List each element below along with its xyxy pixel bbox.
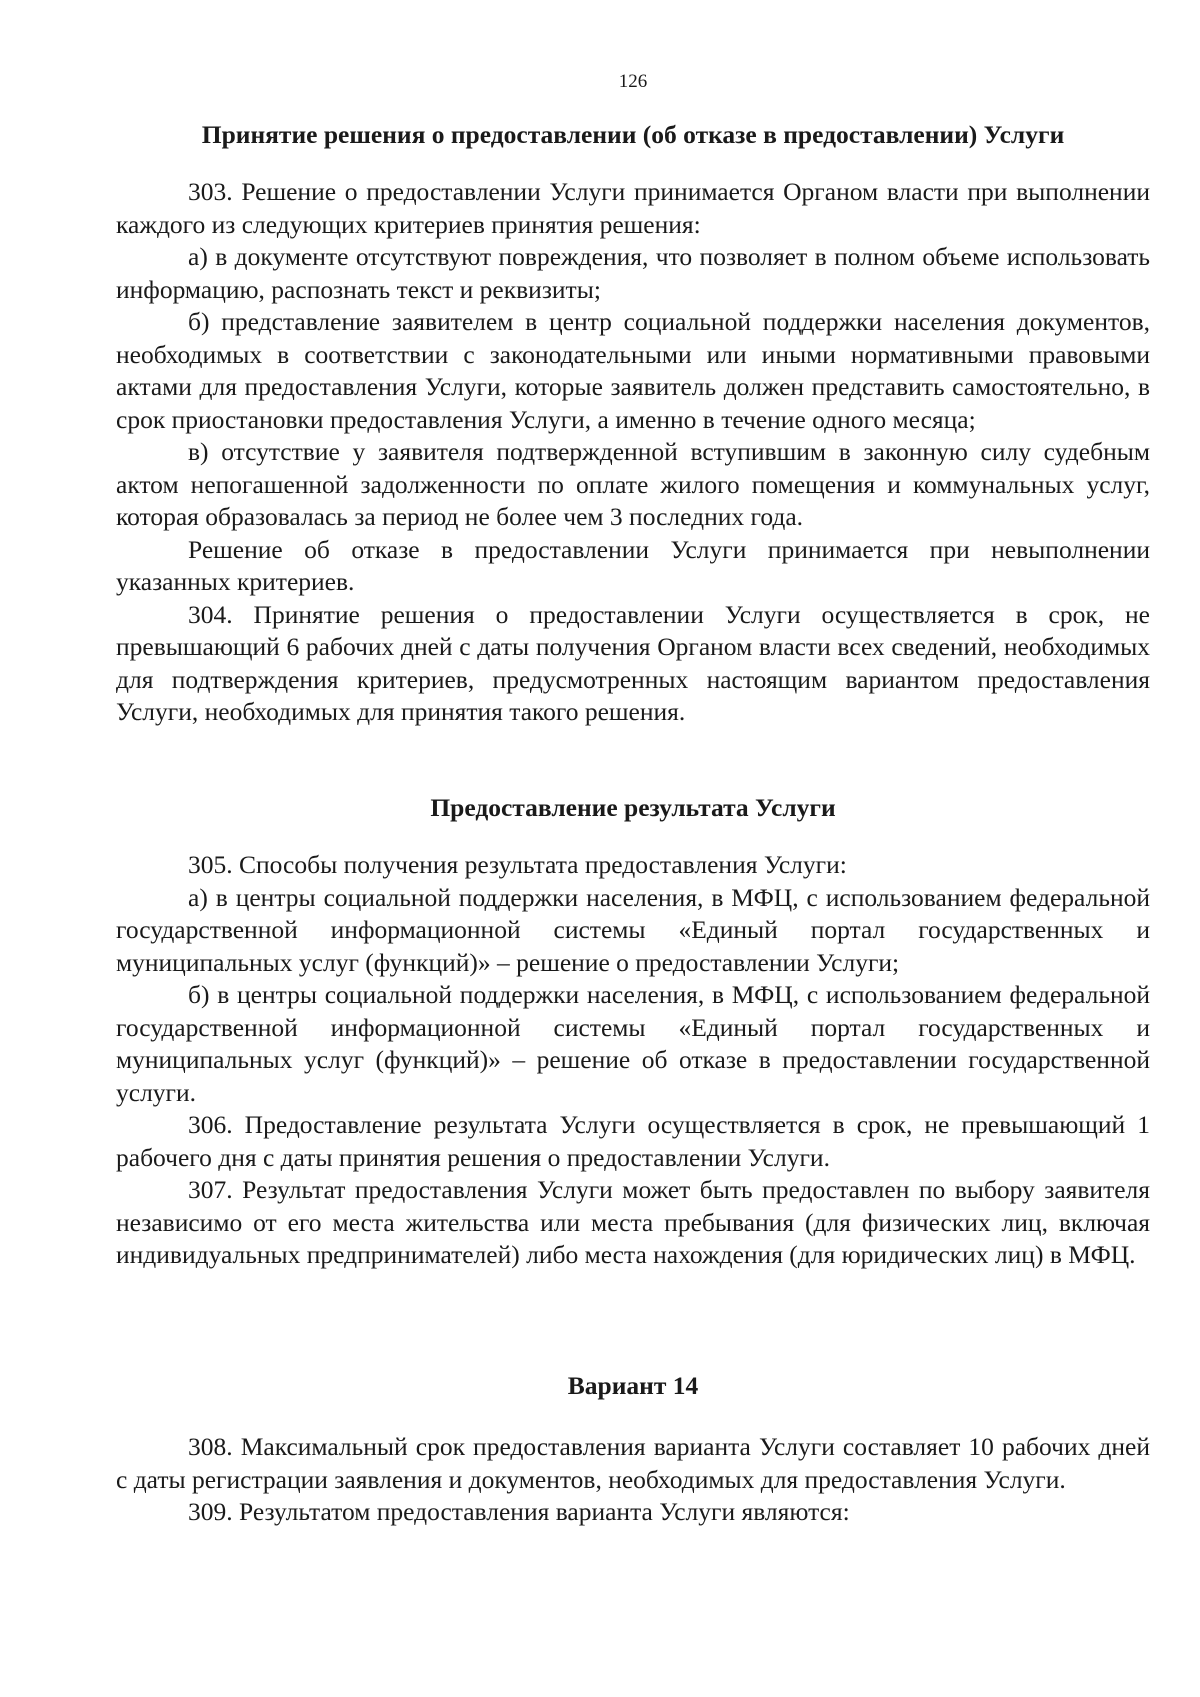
paragraph-305: 305. Способы получения результата предоставления Услуги:: [188, 850, 847, 879]
paragraph-308: 308. Максимальный срок предоставления варианта Услуги составляет 10 рабочих дней с даты регистрации заявления и документов, необходимых для предоставления Услуги.: [116, 1432, 1150, 1494]
paragraph-refusal: Решение об отказе в предоставлении Услуги принимается при невыполнении указанных критериев.: [116, 534, 1150, 596]
paragraph-306: 306. Предоставление результата Услуги осуществляется в срок, не превышающий 1 рабочего дня с даты принятия решения о предоставлении Услуги.: [116, 1110, 1150, 1172]
paragraph-304: 304. Принятие решения о предоставлении Услуги осуществляется в срок, не превышающий 6 рабочих дней с даты получения Органом власти всех сведений, необходимых для подтверждения критериев, предусмотренных настоящим вариантом предоставления Услуги, необходимых для принятия такого решения.: [116, 599, 1150, 726]
paragraph-305-b: б) в центры социальной поддержки населения, в МФЦ, с использованием федеральной государственной информационной системы «Единый портал государственных и муниципальных услуг (функций)» – решение об отказе в предоставлении государственной услуги.: [116, 980, 1150, 1107]
section-heading-variant-14: Вариант 14: [567, 1371, 699, 1400]
paragraph-303: 303. Решение о предоставлении Услуги принимается Органом власти при выполнении каждого из следующих критериев принятия решения:: [116, 177, 1150, 239]
paragraph-305-a: а) в центры социальной поддержки населения, в МФЦ, с использованием федеральной государственной информационной системы «Единый портал государственных и муниципальных услуг (функций)» – решение о предоставлении Услуги;: [116, 882, 1150, 977]
section-heading-result: Предоставление результата Услуги: [430, 793, 836, 822]
paragraph-309: 309. Результатом предоставления варианта Услуги являются:: [188, 1497, 850, 1526]
paragraph-303-a: а) в документе отсутствуют повреждения, что позволяет в полном объеме использовать информацию, распознать текст и реквизиты;: [116, 242, 1150, 304]
section-body-variant-14: [116, 1431, 1150, 1529]
paragraph-303-b: б) представление заявителем в центр социальной поддержки населения документов, необходимых в соответствии с законодательными или иными нормативными правовыми актами для предоставления Услуги, которые заявитель должен представить самостоятельно, в срок приостановки предоставления Услуги, а именно в течение одного месяца;: [116, 307, 1150, 434]
paragraph-303-v: в) отсутствие у заявителя подтвержденной вступившим в законную силу судебным актом непогашенной задолженности по оплате жилого помещения и коммунальных услуг, которая образовалась за период не более чем 3 последних года.: [116, 437, 1150, 531]
section-heading-decision: Принятие решения о предоставлении (об отказе в предоставлении) Услуги: [201, 120, 1065, 149]
page-number: 126: [618, 71, 648, 92]
section-body-decision: [116, 176, 1150, 729]
paragraph-307: 307. Результат предоставления Услуги может быть предоставлен по выбору заявителя независимо от его места жительства или места пребывания (для физических лиц, включая индивидуальных предпринимателей) либо места нахождения (для юридических лиц) в МФЦ.: [116, 1175, 1150, 1269]
section-body-result: [116, 849, 1150, 1272]
